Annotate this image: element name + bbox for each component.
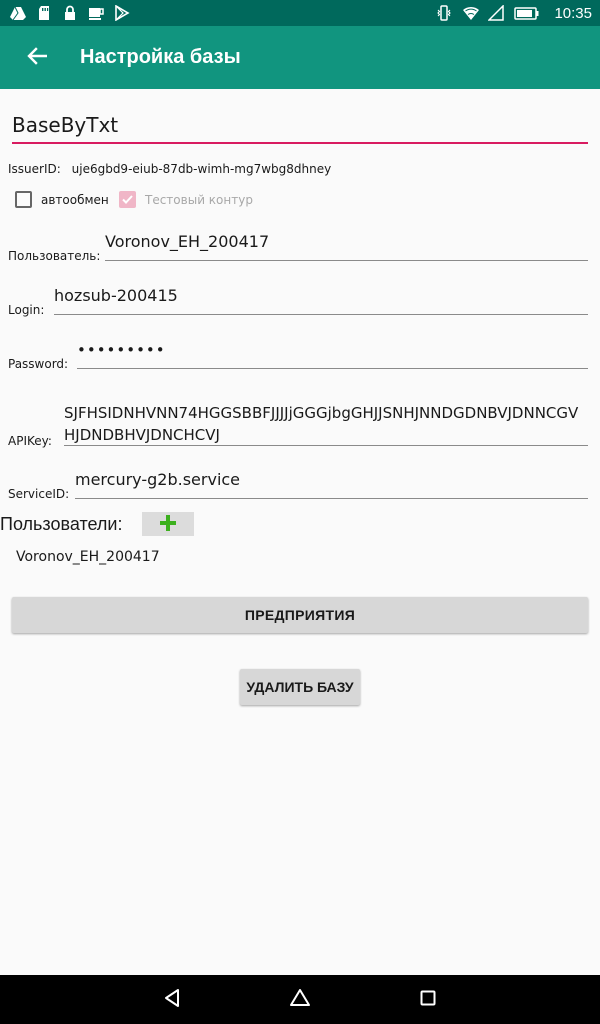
wifi-icon <box>462 5 478 21</box>
issuer-label: IssuerID: <box>8 162 61 176</box>
test-contour-checkbox-row <box>119 191 253 208</box>
delete-base-button[interactable]: УДАЛИТЬ БАЗУ <box>240 669 360 705</box>
user-field-row <box>8 223 588 263</box>
test-contour-checkbox <box>119 191 136 208</box>
back-triangle-icon <box>163 988 181 1012</box>
home-circle-icon <box>289 988 311 1012</box>
coffee-icon <box>88 5 104 21</box>
service-field[interactable] <box>75 465 588 499</box>
apikey-field[interactable]: SJFHSIDNHVNN74HGGSBBFJJJJjGGGjbgGHJJSNHJNNDGDNBVJDNNCGVHJDNDBHVJDNCHCVJ <box>64 402 588 446</box>
plus-icon <box>159 514 177 535</box>
nav-bar <box>0 975 600 1024</box>
nav-recents-button[interactable] <box>398 975 458 1024</box>
service-label: ServiceID: <box>8 487 70 501</box>
recents-square-icon <box>419 989 437 1011</box>
arrow-back-icon <box>27 47 47 69</box>
user-list-item[interactable]: Voronov_EH_200417 <box>16 549 160 565</box>
add-user-button[interactable] <box>142 512 194 536</box>
issuer-row <box>8 162 331 176</box>
base-name-input[interactable] <box>12 111 588 144</box>
back-button[interactable] <box>0 26 74 89</box>
users-title: Пользователи: <box>0 513 123 534</box>
auto-exchange-label: автообмен <box>41 192 109 207</box>
issuer-value: uje6gbd9-eiub-87db-wimh-mg7wbg8dhney <box>71 162 332 176</box>
service-field-row <box>8 461 588 501</box>
password-field[interactable] <box>77 335 588 369</box>
enterprises-button[interactable]: ПРЕДПРИЯТИЯ <box>12 597 588 633</box>
login-label: Login: <box>8 303 45 317</box>
sd-card-icon <box>36 5 52 21</box>
login-field[interactable] <box>54 281 588 315</box>
auto-exchange-checkbox[interactable] <box>15 191 32 208</box>
lock-icon <box>62 5 78 21</box>
nav-home-button[interactable] <box>270 975 330 1024</box>
password-label: Password: <box>8 357 69 371</box>
page-title: Настройка базы <box>80 46 241 68</box>
test-contour-label: Тестовый контур <box>145 192 253 207</box>
auto-exchange-checkbox-row[interactable] <box>15 191 109 208</box>
play-store-icon <box>114 5 130 21</box>
status-bar <box>0 0 600 26</box>
status-left-icons <box>10 5 130 21</box>
nav-back-button[interactable] <box>142 975 202 1024</box>
main-content <box>0 89 600 975</box>
apikey-label: APIKey: <box>8 434 52 448</box>
battery-icon <box>514 5 540 21</box>
users-header <box>0 512 194 536</box>
signal-icon <box>488 5 504 21</box>
login-field-row <box>8 277 588 317</box>
password-field-row <box>8 331 588 371</box>
apikey-field-row <box>8 402 588 448</box>
user-field[interactable] <box>105 227 588 261</box>
vibrate-icon <box>436 5 452 21</box>
app-bar <box>0 26 600 89</box>
status-right-icons <box>436 5 592 22</box>
drive-icon <box>10 5 26 21</box>
status-time: 10:35 <box>554 4 592 22</box>
user-label: Пользователь: <box>8 249 101 263</box>
